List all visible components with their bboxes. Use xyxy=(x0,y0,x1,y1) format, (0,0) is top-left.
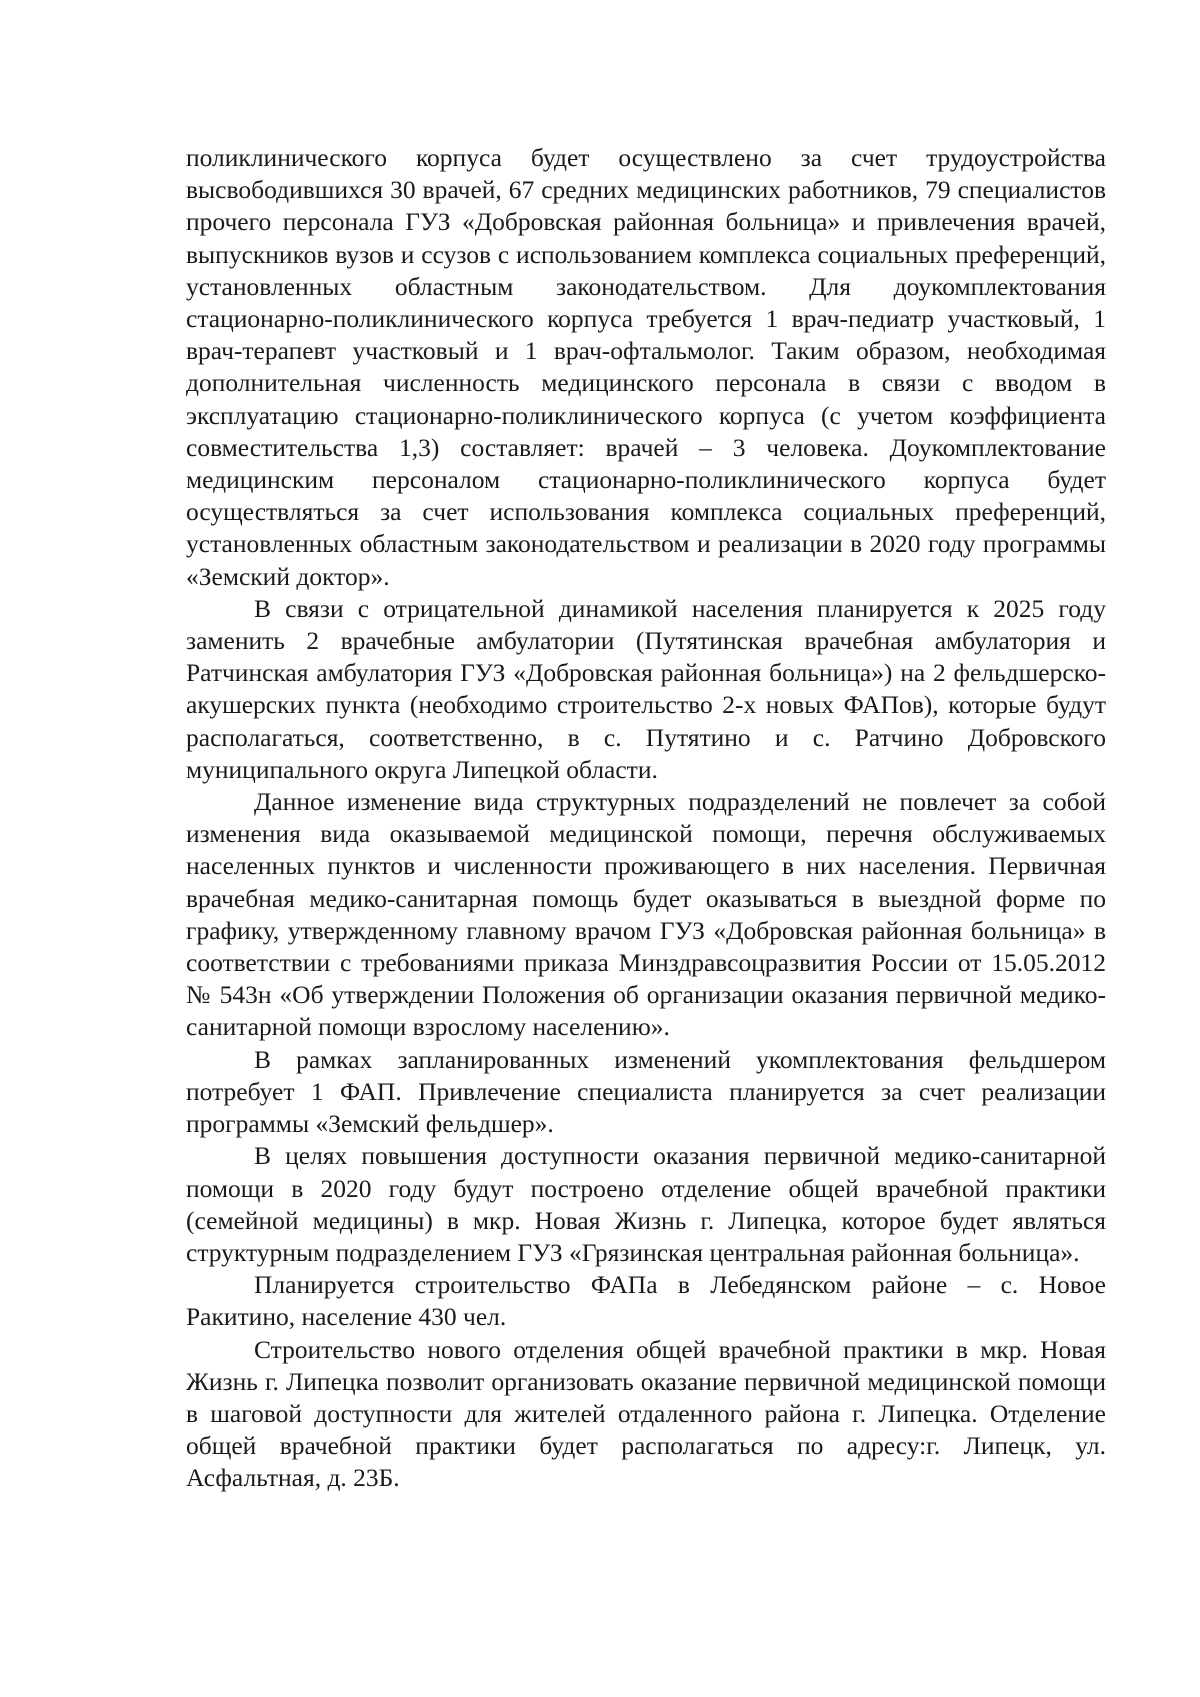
paragraph-feldsher-staffing: В рамках запланированных изменений укомплектования фельдшером потребует 1 ФАП. Привлечение специалиста планируется за счет реализации программы «Земский фельдшер». xyxy=(186,1044,1106,1139)
paragraph-fap-construction: Планируется строительство ФАПа в Лебедянском районе – с. Новое Ракитино, население 430 чел. xyxy=(186,1270,1106,1332)
paragraph-structural-change: Данное изменение вида структурных подразделений не повлечет за собой изменения вида оказываемой медицинской помощи, перечня обслуживаемых населенных пунктов и численности проживающего в них населения. Первичная врачебная медико-санитарная помощь будет оказываться в выездной форме по графику, утвержденному главному врачом ГУЗ «Добровская районная больница» в соответствии с требованиями приказа Минздравсоцразвития России от 15.05.2012 № 543н «Об утверждении Положения об организации оказания первичной медико-санитарной помощи взрослому населению». xyxy=(186,787,1106,1042)
paragraph-general-practice: В целях повышения доступности оказания первичной медико-санитарной помощи в 2020 году будут построено отделение общей врачебной практики (семейной медицины) в мкр. Новая Жизнь г. Липецка, которое будет являться структурным подразделением ГУЗ «Грязинская центральная районная больница». xyxy=(186,1141,1106,1267)
paragraph-new-department: Строительство нового отделения общей врачебной практики в мкр. Новая Жизнь г. Липецка позволит организовать оказание первичной медицинской помощи в шаговой доступности для жителей отдаленного района г. Липецка. Отделение общей врачебной практики будет располагаться по адресу:г. Липецк, ул. Асфальтная, д. 23Б. xyxy=(186,1334,1106,1493)
paragraph-staffing: поликлинического корпуса будет осуществлено за счет трудоустройства высвободившихся 30 врачей, 67 средних медицинских работников, 79 специалистов прочего персонала ГУЗ «Добровская районная больница» и привлечения врачей, выпускников вузов и ссузов с использованием комплекса социальных преференций, установленных областным законодательством. Для доукомплектования стационарно-поликлинического корпуса требуется 1 врач-педиатр участковый, 1 врач-терапевт участковый и 1 врач-офтальмолог. Таким образом, необходимая дополнительная численность медицинского персонала в связи с вводом в эксплуатацию стационарно-поликлинического корпуса (с учетом коэффициента совместительства 1,3) составляет: врачей – 3 человека. Доукомплектование медицинским персоналом стационарно-поликлинического корпуса будет осуществляться за счет использования комплекса социальных преференций, установленных областным законодательством и реализации в 2020 году программы «Земский доктор». xyxy=(186,143,1106,591)
document-body xyxy=(186,142,1106,1495)
paragraph-ambulatory-replacement: В связи с отрицательной динамикой населения планируется к 2025 году заменить 2 врачебные амбулатории (Путятинская врачебная амбулатория и Ратчинская амбулатория ГУЗ «Добровская районная больница») на 2 фельдшерско-акушерских пункта (необходимо строительство 2-х новых ФАПов), которые будут располагаться, соответственно, в с. Путятино и с. Ратчино Добровского муниципального округа Липецкой области. xyxy=(186,593,1106,784)
